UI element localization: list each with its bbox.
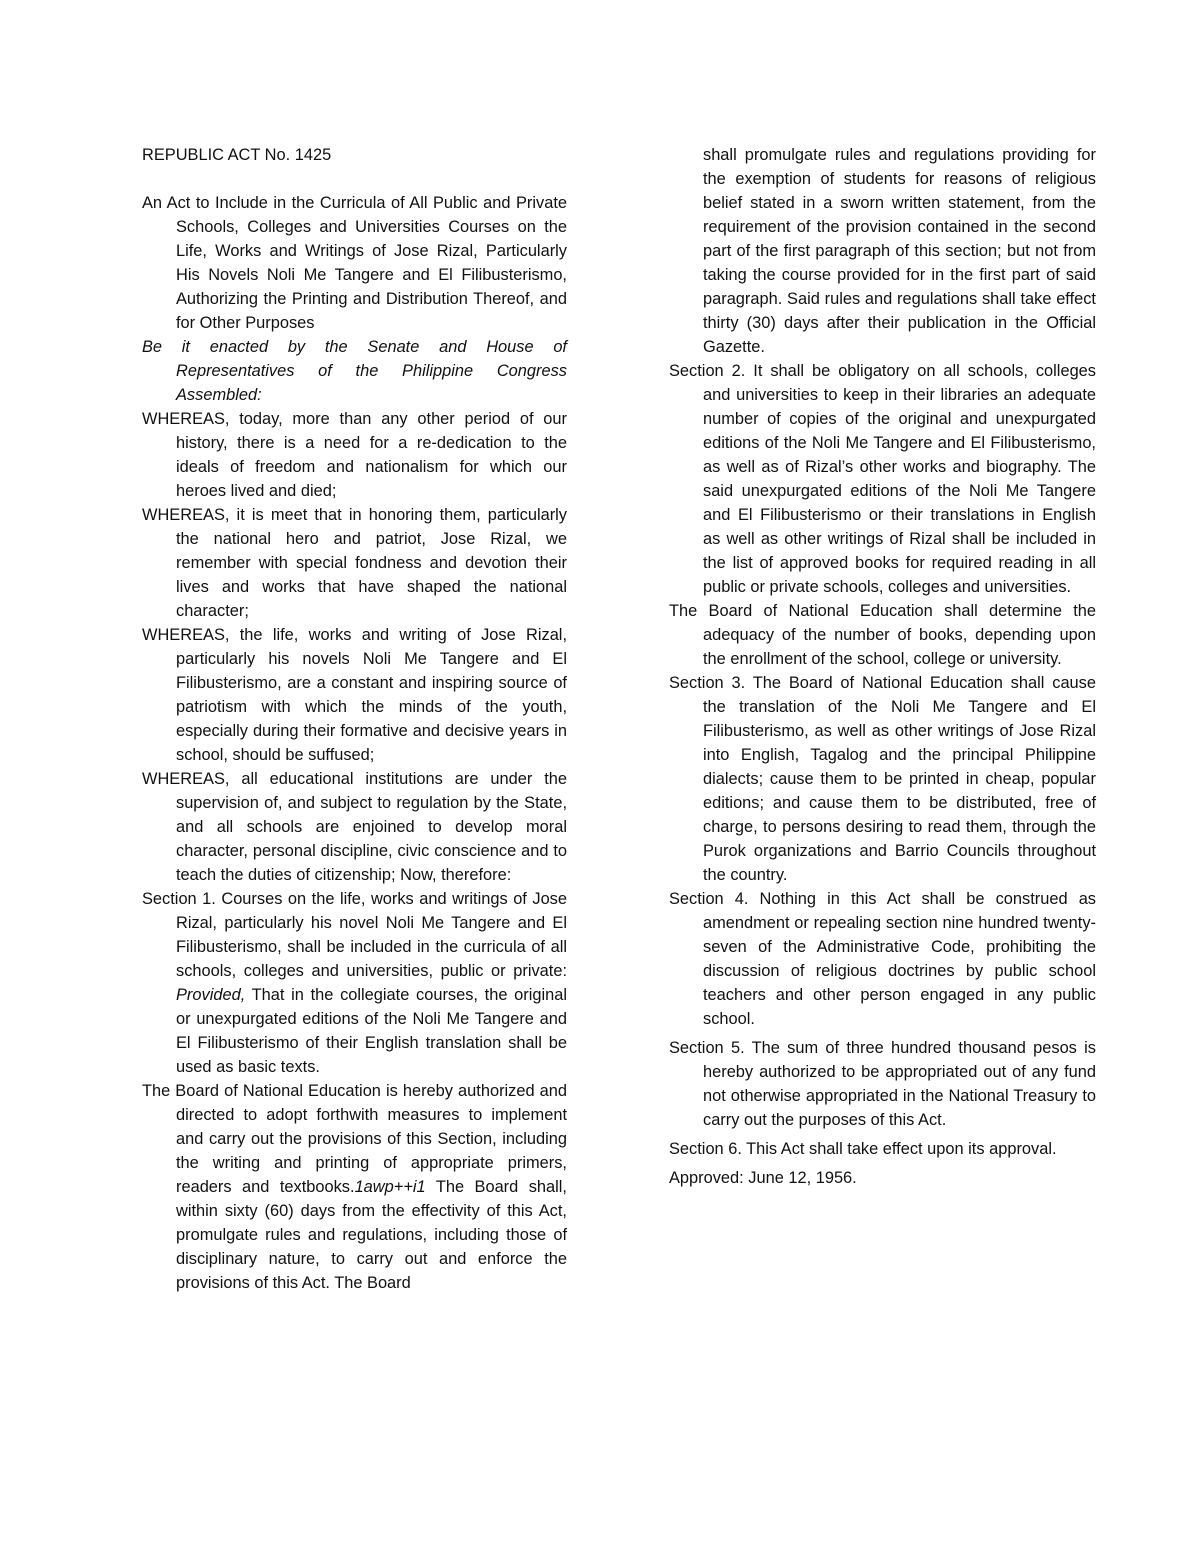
whereas-clause-4: WHEREAS, all educational institutions are under the supervision of, and subject to regulation by the State, and all schools are enjoined to develop moral character, personal discipline, civic conscience and to teach the duties of citizenship; Now, therefore:	[142, 770, 567, 884]
whereas-clause-1: WHEREAS, today, more than any other period of our history, there is a need for a re-dedication to the ideals of freedom and nationalism for which our heroes lived and died;	[142, 410, 567, 500]
right-column	[669, 143, 1096, 1190]
board-adequacy-paragraph: The Board of National Education shall determine the adequacy of the number of books, depending upon the enrollment of the school, college or university.	[669, 602, 1096, 668]
board-paragraph	[142, 1079, 567, 1295]
section-1-text-a: Section 1. Courses on the life, works and writings of Jose Rizal, particularly his novel Noli Me Tangere and El Filibusterismo, shall be included in the curricula of all schools, colleges and universities, public or private:	[142, 890, 567, 980]
approval-date: Approved: June 12, 1956.	[669, 1169, 857, 1187]
section-3: Section 3. The Board of National Education shall cause the translation of the Noli Me Tangere and El Filibusterismo, as well as other writings of Jose Rizal into English, Tagalog and the principal Philippine dialects; cause them to be printed in cheap, popular editions; and cause them to be distributed, free of charge, to persons desiring to read them, through the Purok organizations and Barrio Councils throughout the country.	[669, 674, 1096, 884]
section-2: Section 2. It shall be obligatory on all schools, colleges and universities to keep in their libraries an adequate number of copies of the original and unexpurgated editions of the Noli Me Tangere and El Filibusterismo, as well as of Rizal’s other works and biography. The said unexpurgated editions of the Noli Me Tangere and El Filibusterismo or their translations in English as well as other writings of Rizal shall be included in the list of approved books for required reading in all public or private schools, colleges and universities.	[669, 362, 1096, 596]
section-1-text-b: That in the collegiate courses, the original or unexpurgated editions of the Noli Me Tangere and El Filibusterismo of their English translation shall be used as basic texts.	[176, 986, 567, 1076]
enacting-clause: Be it enacted by the Senate and House of Representatives of the Philippine Congress Assembled:	[142, 338, 567, 404]
section-1	[142, 887, 567, 1079]
section-5: Section 5. The sum of three hundred thousand pesos is hereby authorized to be appropriated out of any fund not otherwise appropriated in the National Treasury to carry out the purposes of this Act.	[669, 1039, 1096, 1129]
left-column	[142, 143, 567, 1295]
board-text-a: The Board of National Education is hereby authorized and directed to adopt forthwith measures to implement and carry out the provisions of this Section, including the writing and printing of appropriate primers, readers and textbooks.	[142, 1082, 567, 1196]
section-1-provided: Provided,	[176, 986, 246, 1004]
whereas-clause-2: WHEREAS, it is meet that in honoring them, particularly the national hero and patriot, Jose Rizal, we remember with special fondness and devotion their lives and works that have shaped the national character;	[142, 506, 567, 620]
long-title: An Act to Include in the Curricula of All Public and Private Schools, Colleges and Universities Courses on the Life, Works and Writings of Jose Rizal, Particularly His Novels Noli Me Tangere and El Filibusterismo, Authorizing the Printing and Distribution Thereof, and for Other Purposes	[142, 194, 567, 332]
board-continuation: shall promulgate rules and regulations providing for the exemption of students for reasons of religious belief stated in a sworn written statement, from the requirement of the provision contained in the second part of the first paragraph of this section; but not from taking the course provided for in the first part of said paragraph. Said rules and regulations shall take effect thirty (30) days after their publication in the Official Gazette.	[703, 146, 1096, 356]
board-text-b: The Board shall, within sixty (60) days from the effectivity of this Act, promulgate rules and regulations, including those of disciplinary nature, to carry out and enforce the provisions of this Act. The Board	[176, 1178, 567, 1292]
document-title: REPUBLIC ACT No. 1425	[142, 146, 332, 164]
whereas-clause-3: WHEREAS, the life, works and writing of Jose Rizal, particularly his novels Noli Me Tangere and El Filibusterismo, are a constant and inspiring source of patriotism with which the minds of the youth, especially during their formative and decisive years in school, should be suffused;	[142, 626, 567, 764]
section-4: Section 4. Nothing in this Act shall be construed as amendment or repealing section nine hundred twenty-seven of the Administrative Code, prohibiting the discussion of religious doctrines by public school teachers and other person engaged in any public school.	[669, 890, 1096, 1028]
board-mark: 1awp++i1	[354, 1178, 426, 1196]
section-6: Section 6. This Act shall take effect upon its approval.	[669, 1140, 1057, 1158]
